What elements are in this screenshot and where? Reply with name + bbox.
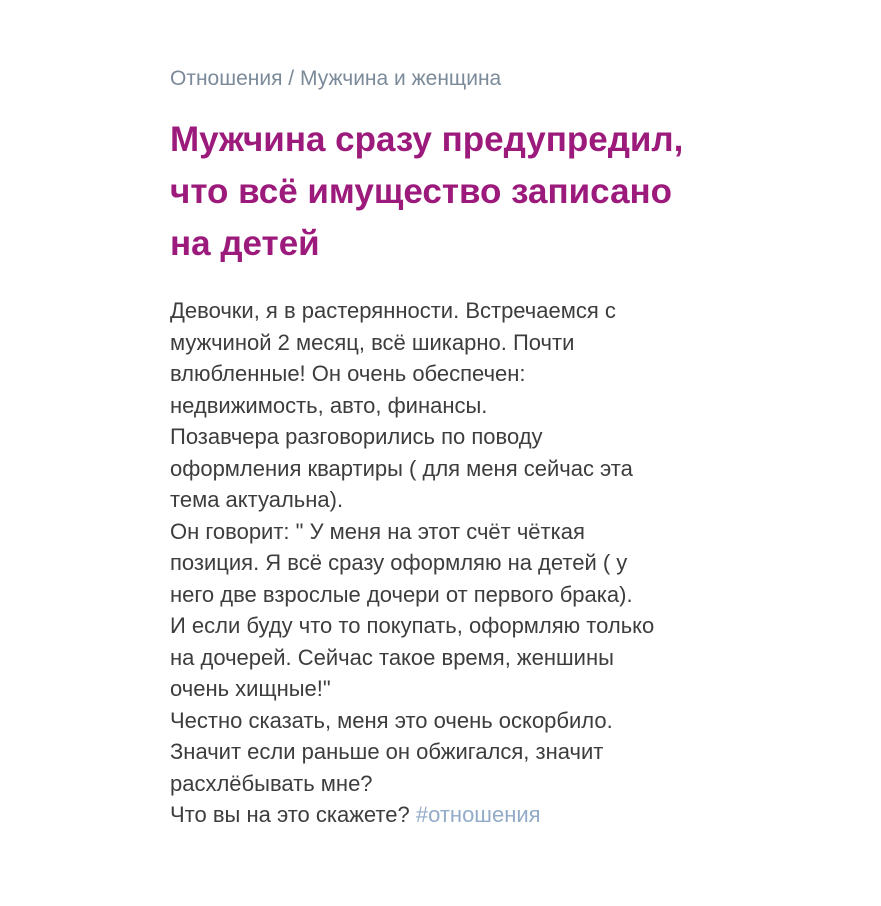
breadcrumb-separator: / bbox=[282, 67, 300, 90]
post-body-line: расхлёбывать мне? bbox=[170, 770, 373, 796]
post-title-line: Мужчина сразу предупредил, bbox=[170, 120, 684, 159]
hashtag-link[interactable]: #отношения bbox=[415, 802, 541, 827]
post-body-line: мужчиной 2 месяц, всё шикарно. Почти bbox=[170, 329, 575, 355]
breadcrumb bbox=[170, 66, 750, 92]
post-body-line: на дочерей. Сейчас такое время, женшины bbox=[170, 644, 614, 670]
post-body-line: тема актуальна). bbox=[170, 487, 344, 512]
post-body-line: Честно сказать, меня это очень оскорбило. bbox=[170, 707, 613, 733]
post-content bbox=[170, 66, 750, 831]
post-body-line: позиция. Я всё сразу оформляю на детей ( у bbox=[170, 550, 628, 575]
post-body bbox=[170, 295, 750, 831]
breadcrumb-link-section[interactable]: Отношения bbox=[170, 67, 283, 90]
post-body-line: И если буду что то покупать, оформляю только bbox=[170, 613, 655, 638]
post-title-line: что всё имущество записано bbox=[170, 172, 673, 211]
post-body-line: влюбленные! Он очень обеспечен: bbox=[170, 361, 526, 386]
post-body-line: Девочки, я в растерянности. Встречаемся с bbox=[170, 298, 616, 323]
post-body-line: очень хищные!" bbox=[170, 676, 331, 701]
post-body-line: Позавчера разговорились по поводу bbox=[170, 424, 543, 449]
breadcrumb-link-subsection[interactable]: Мужчина и женщина bbox=[299, 67, 502, 90]
post-body-line: Он говорит: " У меня на этот счёт чёткая bbox=[170, 518, 585, 544]
post-title bbox=[170, 114, 750, 270]
post-question: Что вы на это скажете? bbox=[170, 802, 416, 827]
post-body-line: оформления квартиры ( для меня сейчас эта bbox=[170, 455, 633, 481]
post-body-line: недвижимость, авто, финансы. bbox=[170, 392, 488, 418]
post-title-line: на детей bbox=[170, 224, 320, 263]
post-body-line bbox=[170, 799, 750, 831]
post-body-line: него две взрослые дочери от первого брака). bbox=[170, 581, 633, 607]
post-body-line: Значит если раньше он обжигался, значит bbox=[170, 739, 604, 764]
